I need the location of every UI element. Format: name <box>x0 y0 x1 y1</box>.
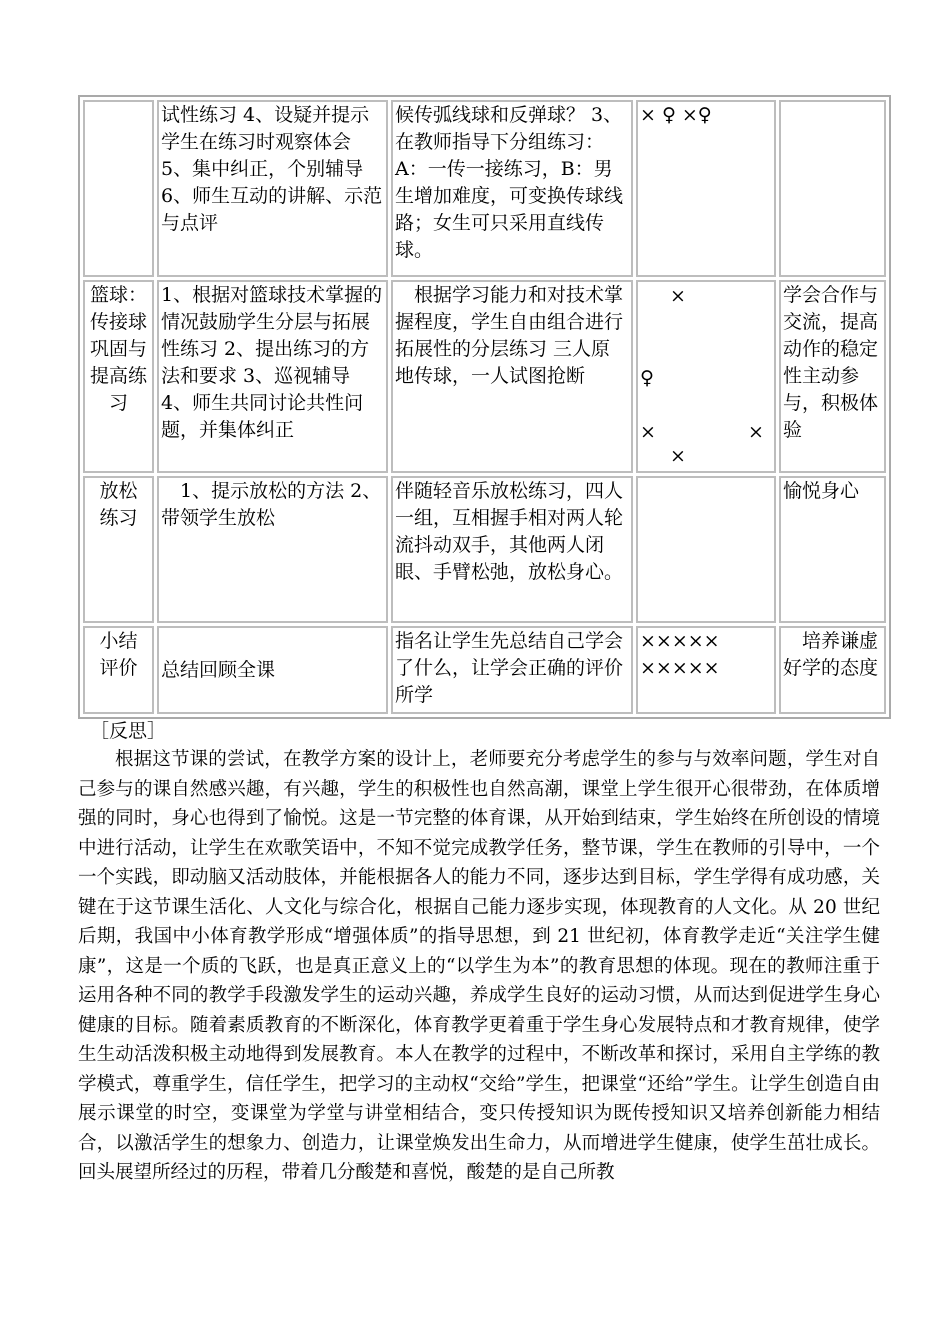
student-activity-cell: 指名让学生先总结自己学会了什么，让学会正确的评价所学 <box>391 626 633 714</box>
formation-mark: ♀ <box>640 367 654 389</box>
formation-cell: × ♀ ×♀ <box>636 100 776 277</box>
formation-line: ××××× <box>640 630 720 652</box>
formation-cell <box>636 626 776 714</box>
section-label-cell: 小结评价 <box>83 626 154 714</box>
section-label-cell: 篮球：传接球巩固与提高练习 <box>83 280 154 473</box>
goal-cell: 学会合作与交流，提高动作的稳定性主动参与，积极体验 <box>779 280 886 473</box>
reflection-heading: ［反思］ <box>90 720 167 742</box>
formation-mark: × <box>748 421 764 443</box>
goal-cell: 培养谦虚好学的态度 <box>779 626 886 714</box>
student-activity-cell: 候传弧线球和反弹球？ 3、在教师指导下分组练习：A：一传一接练习，B：男生增加难度，可变换传球线路；女生可只采用直线传球。 <box>391 100 633 277</box>
reflection-paragraph: 根据这节课的尝试，在教学方案的设计上，老师要充分考虑学生的参与与效率问题，学生对自己参与的课自然感兴趣，有兴趣，学生的积极性也自然高潮，课堂上学生很开心很带劲，在体质增强的同时，身心也得到了愉悦。这是一节完整的体育课，从开始到结束，学生始终在所创设的情境中进行活动，让学生在欢歌笑语中，不知不觉完成教学任务，整节课，学生在教师的引导中，一个一个实践，即动脑又活动肢体，并能根据各人的能力不同，逐步达到目标，学生学得有成功感，关键在于这节课生活化、人文化与综合化，根据自己能力逐步实现，体现教育的人文化。从 20 世纪后期，我国中小体育教学形成“增强体质”的指导思想，到 21 世纪初，体育教学走近“关注学生健康”，这是一个质的飞跃，也是真正意义上的“以学生为本”的教育思想的体现。现在的教师注重于运用各种不同的教学手段激发学生的运动兴趣，养成学生良好的运动习惯，从而达到促进学生身心健康的目标。随着素质教育的不断深化，体育教学更着重于学生身心发展特点和才教育规律，使学生生动活泼积极主动地得到发展教育。本人在教学的过程中，不断改革和探讨，采用自主学练的教学模式，尊重学生，信任学生，把学习的主动权“交给”学生，把课堂“还给”学生。让学生创造自由展示课堂的时空，变课堂为学堂与讲堂相结合，变只传授知识为既传授知识又培养创新能力相结合，以激活学生的想象力、创造力，让课堂焕发出生命力，从而增进学生健康，使学生茁壮成长。回头展望所经过的历程，带着几分酸楚和喜悦，酸楚的是自己所教 <box>78 749 880 1183</box>
formation-mark: × <box>670 285 686 307</box>
teacher-activity-cell: 总结回顾全课 <box>157 626 388 714</box>
student-activity-cell: 伴随轻音乐放松练习，四人一组，互相握手相对两人轮流抖动双手，其他两人闭眼、手臂松弛，放松身心。 <box>391 476 633 623</box>
formation-cell <box>636 476 776 623</box>
student-activity-cell: 根据学习能力和对技术掌握程度，学生自由组合进行拓展性的分层练习 三人原地传球，一人试图抢断 <box>391 280 633 473</box>
lesson-plan-table <box>78 95 891 719</box>
teacher-activity-cell: 1、提示放松的方法 2、带领学生放松 <box>157 476 388 623</box>
teacher-activity-cell: 1、根据对篮球技术掌握的情况鼓励学生分层与拓展性练习 2、提出练习的方法和要求 3、巡视辅导 4、师生共同讨论共性问题，并集体纠正 <box>157 280 388 473</box>
teacher-activity-cell: 试性练习 4、设疑并提示学生在练习时观察体会 5、集中纠正，个别辅导 6、师生互动的讲解、示范与点评 <box>157 100 388 277</box>
formation-cell <box>636 280 776 473</box>
section-label-cell: 放松练习 <box>83 476 154 623</box>
table-row <box>83 626 886 714</box>
table-row <box>83 100 886 277</box>
formation-mark: × <box>640 421 656 443</box>
section-label-cell <box>83 100 154 277</box>
formation-mark: × <box>670 445 686 467</box>
goal-cell <box>779 100 886 277</box>
table-row <box>83 476 886 623</box>
formation-line: ××××× <box>640 657 720 679</box>
lesson-plan-table-wrapper <box>78 95 879 719</box>
table-row <box>83 280 886 473</box>
goal-cell: 愉悦身心 <box>779 476 886 623</box>
